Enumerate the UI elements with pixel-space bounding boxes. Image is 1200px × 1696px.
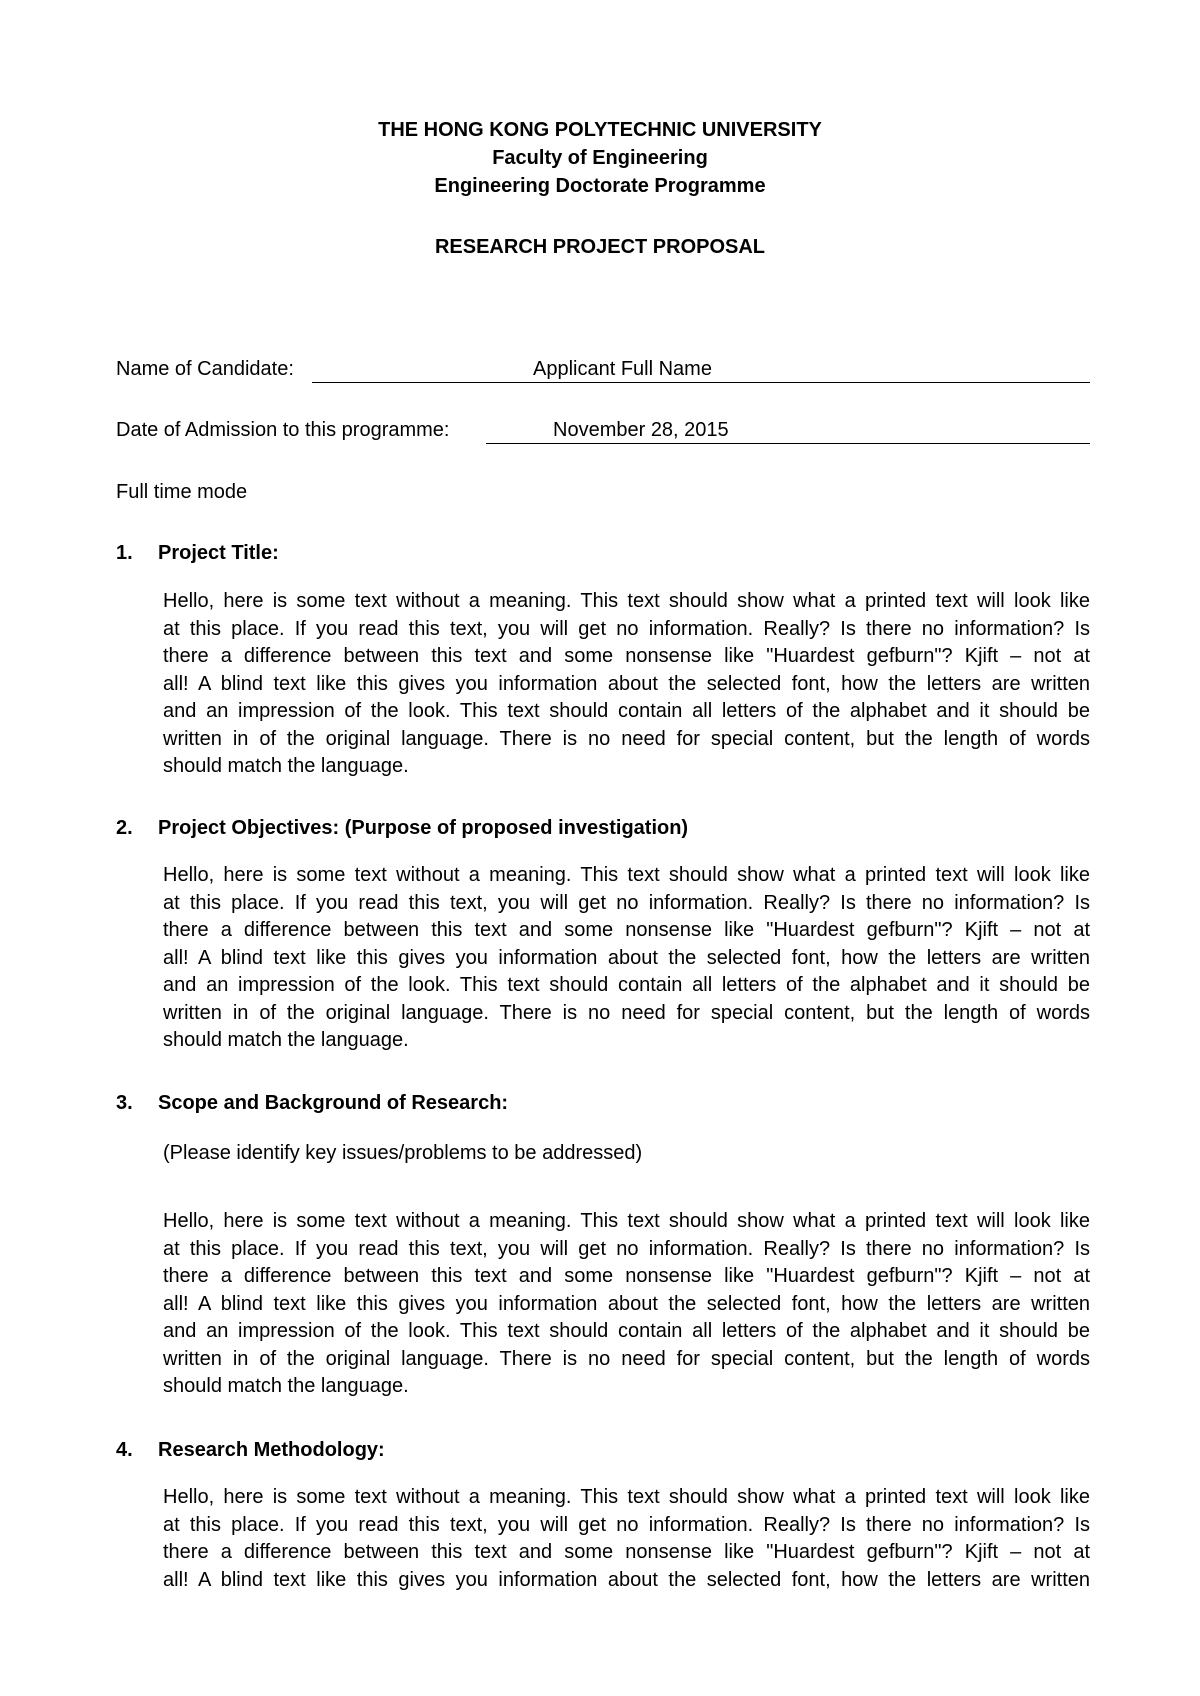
section-number: 4. <box>116 1439 133 1461</box>
text-line: Hello, here is some text without a meaning. This text should show what a printed text will look like <box>163 590 1090 612</box>
text-line: there a difference between this text and some nonsense like "Huardest gefburn"? Kjift – not at <box>163 1541 1090 1563</box>
text-line: all! A blind text like this gives you information about the selected font, how the letters are written <box>163 1568 1090 1591</box>
section-3-note: (Please identify key issues/problems to be addressed) <box>163 1142 643 1164</box>
section-number: 2. <box>116 817 133 839</box>
text-line: there a difference between this text and some nonsense like "Huardest gefburn"? Kjift – not at <box>163 1265 1090 1287</box>
text-line: should match the language. <box>163 1029 409 1051</box>
admission-label: Date of Admission to this programme: <box>116 419 450 441</box>
section-number: 1. <box>116 542 133 564</box>
text-line: all! A blind text like this gives you information about the selected font, how the letters are written <box>163 672 1090 695</box>
text-line: all! A blind text like this gives you information about the selected font, how the letters are written <box>163 1292 1090 1315</box>
text-line: written in of the original language. There is no need for special content, but the length of words <box>163 727 1090 750</box>
text-line: at this place. If you read this text, you will get no information. Really? Is there no information? Is <box>163 617 1090 640</box>
section-3-heading <box>116 1090 508 1116</box>
document-header <box>0 116 1200 261</box>
text-line: should match the language. <box>163 755 409 777</box>
faculty-name: Faculty of Engineering <box>492 147 708 169</box>
text-line: at this place. If you read this text, you will get no information. Really? Is there no information? Is <box>163 891 1090 914</box>
section-title: Project Title: <box>158 542 279 564</box>
section-number: 3. <box>116 1092 133 1114</box>
section-2-body <box>163 862 1090 1055</box>
document-title: RESEARCH PROJECT PROPOSAL <box>434 236 766 258</box>
section-1-body <box>163 588 1090 781</box>
candidate-label: Name of Candidate: <box>116 358 294 380</box>
section-title: Research Methodology: <box>158 1439 385 1461</box>
section-title: Project Objectives: (Purpose of proposed investigation) <box>158 817 689 839</box>
text-line: at this place. If you read this text, you will get no information. Really? Is there no information? Is <box>163 1237 1090 1260</box>
text-line: all! A blind text like this gives you information about the selected font, how the letters are written <box>163 946 1090 969</box>
text-line: there a difference between this text and some nonsense like "Huardest gefburn"? Kjift – not at <box>163 919 1090 941</box>
text-line: Hello, here is some text without a meaning. This text should show what a printed text will look like <box>163 864 1090 886</box>
section-2-heading <box>116 815 688 841</box>
admission-value: November 28, 2015 <box>553 419 729 441</box>
candidate-underline <box>312 382 1090 383</box>
text-line: and an impression of the look. This text should contain all letters of the alphabet and it should be <box>163 1320 1090 1342</box>
text-line: should match the language. <box>163 1375 409 1397</box>
admission-field <box>116 417 1090 444</box>
text-line: written in of the original language. There is no need for special content, but the length of words <box>163 1347 1090 1370</box>
section-1-heading <box>116 540 279 566</box>
text-line: and an impression of the look. This text should contain all letters of the alphabet and it should be <box>163 974 1090 996</box>
admission-underline <box>486 443 1090 444</box>
section-4-body <box>163 1484 1090 1594</box>
candidate-field <box>116 356 1090 383</box>
section-title: Scope and Background of Research: <box>158 1092 509 1114</box>
text-line: Hello, here is some text without a meaning. This text should show what a printed text will look like <box>163 1486 1090 1508</box>
section-4-heading <box>116 1437 385 1463</box>
text-line: written in of the original language. There is no need for special content, but the length of words <box>163 1001 1090 1024</box>
text-line: Hello, here is some text without a meaning. This text should show what a printed text will look like <box>163 1210 1090 1232</box>
section-3-body <box>163 1208 1090 1401</box>
candidate-value: Applicant Full Name <box>533 358 712 380</box>
text-line: and an impression of the look. This text should contain all letters of the alphabet and it should be <box>163 700 1090 722</box>
text-line: at this place. If you read this text, you will get no information. Really? Is there no information? Is <box>163 1513 1090 1536</box>
study-mode: Full time mode <box>116 481 248 503</box>
programme-name: Engineering Doctorate Programme <box>434 175 766 197</box>
text-line: there a difference between this text and some nonsense like "Huardest gefburn"? Kjift – not at <box>163 645 1090 667</box>
university-name: THE HONG KONG POLYTECHNIC UNIVERSITY <box>378 119 822 141</box>
